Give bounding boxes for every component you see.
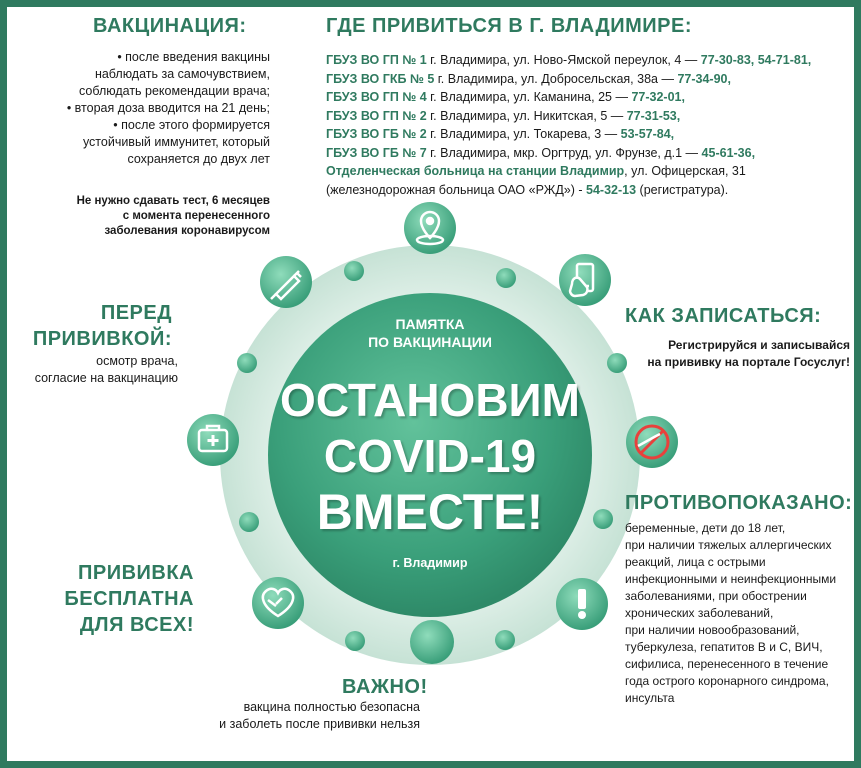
slogan xyxy=(280,372,580,540)
list-item xyxy=(326,88,856,107)
list-item xyxy=(326,70,856,89)
phones: 77-34-90, xyxy=(677,71,731,86)
org-name: Отделенческая больница на станции Владимир xyxy=(326,164,625,178)
contra-text xyxy=(625,520,855,707)
text-line: устойчивый иммунитет, который xyxy=(82,135,270,149)
address-tail: (регистратура). xyxy=(636,182,729,197)
text-line: инфекционными и неинфекционными xyxy=(625,572,837,586)
text-line: при наличии новообразований, xyxy=(625,623,800,637)
address: г. Владимира, ул. Ново-Ямской переулок, 4 — xyxy=(426,53,701,67)
memo-line: ПАМЯТКА xyxy=(395,316,465,332)
org-name: ГБУЗ ВО ГБ № 2 xyxy=(326,127,427,141)
text-line: вакцина полностью безопасна xyxy=(243,700,420,714)
text-line: осмотр врача, xyxy=(96,354,178,368)
title-line: ДЛЯ ВСЕХ! xyxy=(79,614,194,636)
text-line: хронических заболеваний, xyxy=(625,606,774,620)
phones: 53-57-84, xyxy=(620,127,675,141)
title-line: БЕСПЛАТНА xyxy=(64,588,194,610)
address: , ул. Офицерская, 31 xyxy=(624,164,746,178)
address: г. Владимира, ул. Каманина, 25 — xyxy=(426,90,632,104)
vaccination-title: ВАКЦИНАЦИЯ: xyxy=(93,15,247,37)
text-line: соблюдать рекомендации врача; xyxy=(79,84,270,98)
important-title: ВАЖНО! xyxy=(342,676,428,698)
vaccination-text xyxy=(18,49,270,168)
title-line: ПЕРЕД xyxy=(100,302,172,324)
text-line: сифилиса, перенесенного в течение xyxy=(625,657,829,671)
before-text xyxy=(20,353,178,387)
phones: 54-32-13 xyxy=(586,182,637,197)
text-line: при наличии тяжелых аллергических xyxy=(625,538,832,552)
where-title: ГДЕ ПРИВИТЬСЯ В Г. ВЛАДИМИРЕ: xyxy=(326,15,692,37)
list-item xyxy=(326,125,856,144)
phones: 45-61-36, xyxy=(701,145,756,160)
important-text xyxy=(150,699,420,733)
spike-ball xyxy=(404,202,456,254)
org-name: ГБУЗ ВО ГП № 1 xyxy=(326,53,427,67)
slogan-line: COVID-19 xyxy=(323,430,537,482)
text-line: беременные, дети до 18 лет, xyxy=(625,521,786,535)
memo-title xyxy=(340,315,520,351)
text-line: заболеваниями, при обострении xyxy=(625,589,807,603)
text-line: • после этого формируется xyxy=(113,118,270,132)
org-name: ГБУЗ ВО ГКБ № 5 xyxy=(326,71,435,86)
exclamation-icon xyxy=(578,589,586,619)
text-line: на прививку на портале Госуслуг! xyxy=(647,355,850,369)
phones: 77-32-01, xyxy=(631,90,685,104)
city-label: г. Владимир xyxy=(392,556,468,570)
text-line: • после введения вакцины xyxy=(117,50,270,64)
address: г. Владимира, ул. Токарева, 3 — xyxy=(426,127,621,141)
before-title xyxy=(20,300,172,352)
org-name: ГБУЗ ВО ГБ № 7 xyxy=(326,145,427,160)
contra-title: ПРОТИВОПОКАЗАНО: xyxy=(625,492,853,514)
phones: 77-30-83, 54-71-81, xyxy=(700,53,812,67)
text-line: • вторая доза вводится на 21 день; xyxy=(66,101,270,115)
free-title xyxy=(30,560,194,638)
address: г. Владимира, мкр. Оргтруд, ул. Фрунзе, д.1 — xyxy=(426,145,702,160)
text-line: сохраняется до двух лет xyxy=(127,152,270,166)
list-item xyxy=(326,181,856,200)
slogan-line: ВМЕСТЕ! xyxy=(316,484,544,540)
text-line: заболевания коронавирусом xyxy=(104,225,270,237)
where-list xyxy=(326,51,856,199)
text-line: наблюдать за самочувствием, xyxy=(94,67,270,81)
address: г. Владимира, ул. Никитская, 5 — xyxy=(426,108,627,123)
text-line: согласие на вакцинацию xyxy=(34,371,178,385)
text-line: Регистрируйся и записывайся xyxy=(668,338,850,352)
text-line: туберкулеза, гепатитов В и С, ВИЧ, xyxy=(625,640,823,654)
list-item xyxy=(326,107,856,126)
address: (железнодорожная больница ОАО «РЖД») - xyxy=(326,182,587,197)
text-line: Не нужно сдавать тест, 6 месяцев xyxy=(76,195,270,207)
memo-line: ПО ВАКЦИНАЦИИ xyxy=(368,334,492,350)
title-line: ПРИВИВКОЙ: xyxy=(32,328,172,350)
phones: 77-31-53, xyxy=(626,108,681,123)
org-name: ГБУЗ ВО ГП № 2 xyxy=(326,108,427,123)
list-item xyxy=(326,51,856,70)
vaccination-note xyxy=(18,194,270,239)
address: г. Владимира, ул. Добросельская, 38а — xyxy=(434,71,678,86)
howto-text xyxy=(600,337,850,371)
text-line: инсульта xyxy=(625,691,675,705)
text-line: с момента перенесенного xyxy=(122,210,270,222)
list-item xyxy=(326,144,856,163)
slogan-line: ОСТАНОВИМ xyxy=(280,374,580,426)
list-item xyxy=(326,162,856,181)
title-line: ПРИВИВКА xyxy=(77,562,194,584)
howto-title: КАК ЗАПИСАТЬСЯ: xyxy=(625,305,822,327)
text-line: и заболеть после прививки нельзя xyxy=(219,717,420,731)
org-name: ГБУЗ ВО ГП № 4 xyxy=(326,90,427,104)
text-line: реакций, лица с острыми xyxy=(625,555,766,569)
text-line: года острого коронарного синдрома, xyxy=(625,674,829,688)
